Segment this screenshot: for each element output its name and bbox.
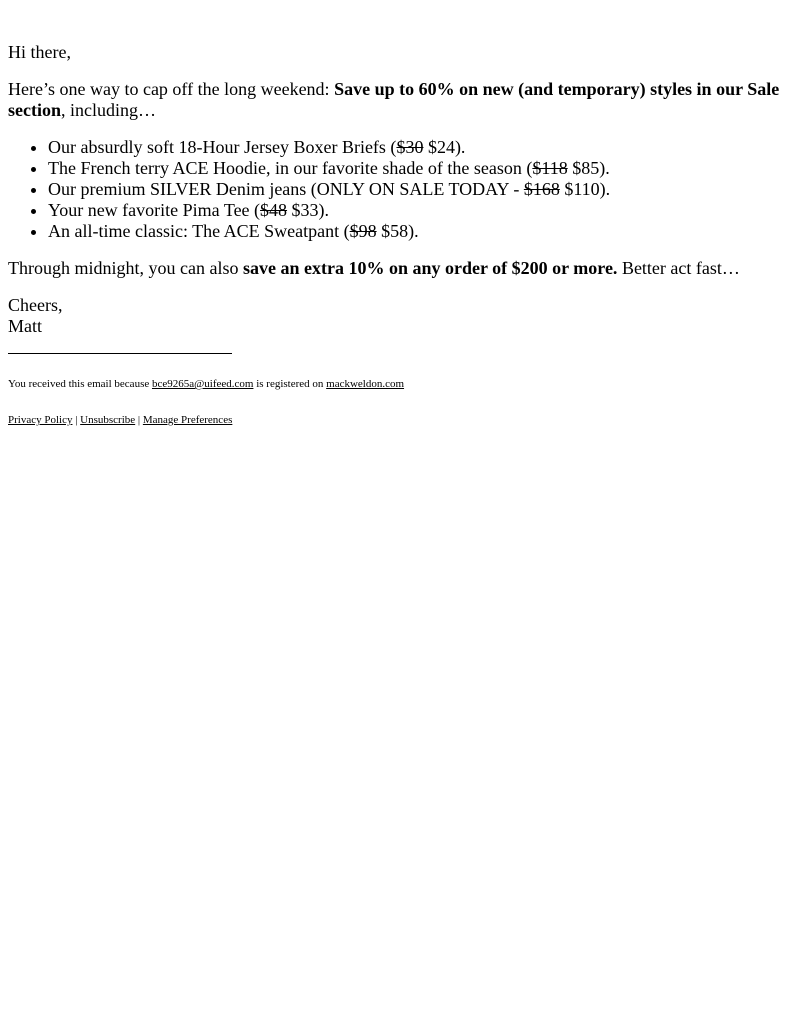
site-link[interactable]: mackweldon.com <box>326 378 405 390</box>
intro-paragraph <box>8 79 792 121</box>
closing: Cheers, <box>8 295 63 315</box>
new-price: $33). <box>287 200 330 220</box>
list-item <box>48 158 792 179</box>
manage-preferences-link[interactable]: Manage Preferences <box>142 414 233 426</box>
list-item <box>48 137 792 158</box>
item-text: Our premium SILVER Denim jeans (ONLY ON SALE TODAY - <box>48 179 524 199</box>
footer-links <box>8 413 792 427</box>
footer-received-lead: You received this email because <box>8 378 152 390</box>
email-body <box>0 0 800 427</box>
intro-sale-highlight: Save up to 60% on new (and temporary) styles in our Sale section <box>8 79 780 120</box>
old-price: $168 <box>523 179 560 199</box>
link-separator: | <box>135 414 143 426</box>
item-text: An all-time classic: The ACE Sweatpant ( <box>48 221 350 241</box>
list-item <box>48 221 792 242</box>
footer-notice <box>8 377 792 391</box>
greeting: Hi there, <box>8 42 71 62</box>
recipient-email-link[interactable]: bce9265a@uifeed.com <box>151 378 254 390</box>
old-price: $98 <box>349 221 377 241</box>
list-item <box>48 179 792 200</box>
sender-name: Matt <box>8 316 42 336</box>
extra-tail: Better act fast… <box>617 258 740 278</box>
link-separator: | <box>72 414 81 426</box>
footer-divider <box>8 353 232 354</box>
privacy-policy-link[interactable]: Privacy Policy <box>8 414 73 426</box>
item-text: Our absurdly soft 18-Hour Jersey Boxer Briefs ( <box>48 137 397 157</box>
old-price: $30 <box>396 137 424 157</box>
intro-lead: Here’s one way to cap off the long weekend: <box>8 79 335 99</box>
item-text: Your new favorite Pima Tee ( <box>48 200 261 220</box>
list-item <box>48 200 792 221</box>
signoff <box>8 295 792 337</box>
unsubscribe-link[interactable]: Unsubscribe <box>80 414 136 426</box>
old-price: $118 <box>532 158 568 178</box>
sale-item-list <box>8 137 792 242</box>
new-price: $110). <box>559 179 611 199</box>
new-price: $58). <box>376 221 419 241</box>
new-price: $85). <box>567 158 610 178</box>
extra-lead: Through midnight, you can also <box>8 258 243 278</box>
footer-registered-text: is registered on <box>253 378 327 390</box>
intro-tail: , including… <box>61 100 156 120</box>
old-price: $48 <box>260 200 288 220</box>
item-text: The French terry ACE Hoodie, in our favorite shade of the season ( <box>48 158 533 178</box>
new-price: $24). <box>423 137 466 157</box>
extra-discount-highlight: save an extra 10% on any order of $200 or more. <box>242 258 618 278</box>
extra-discount-paragraph <box>8 258 792 279</box>
